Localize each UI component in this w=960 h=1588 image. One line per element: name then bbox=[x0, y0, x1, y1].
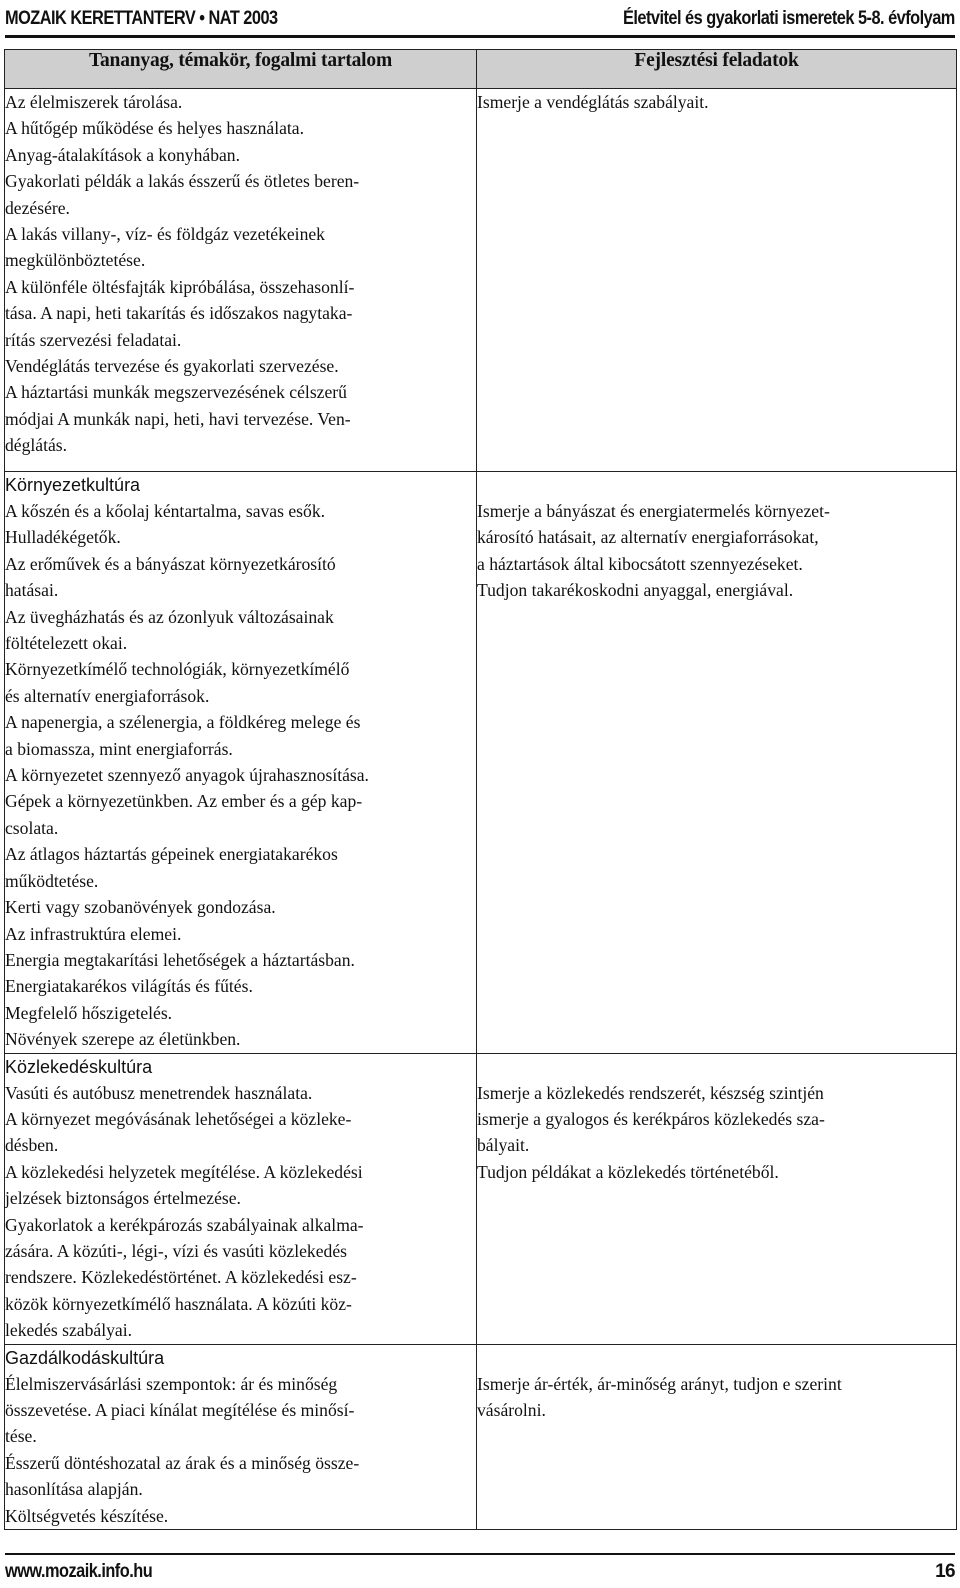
text-line: károsító hatásait, az alternatív energiaforrásokat, bbox=[477, 527, 819, 548]
text-line: Kerti vagy szobanövények gondozása. bbox=[5, 897, 276, 918]
text-line: Hulladékégetők. bbox=[5, 527, 121, 548]
text-line: Ésszerű döntéshozatal az árak és a minőség össze- bbox=[5, 1452, 360, 1473]
block2-tasks-list bbox=[477, 498, 956, 604]
text-line: módjai A munkák napi, heti, havi tervezése. Ven- bbox=[5, 408, 351, 429]
text-line: Gépek a környezetünkben. Az ember és a gép kap- bbox=[5, 791, 363, 812]
text-line: tása. A napi, heti takarítás és időszakos nagytaka- bbox=[5, 303, 353, 324]
text-line: Tudjon takarékoskodni anyaggal, energiával. bbox=[477, 580, 794, 601]
text-line: Az átlagos háztartás gépeinek energiatakarékos bbox=[5, 844, 338, 865]
table-header-row bbox=[5, 50, 957, 89]
page-number: 16 bbox=[935, 1561, 955, 1582]
table-row-block2 bbox=[5, 472, 957, 1054]
header-series-title: MOZAIK KERETTANTERV • NAT 2003 bbox=[5, 8, 278, 29]
text-line: csolata. bbox=[5, 817, 59, 838]
text-line: A lakás villany-, víz- és földgáz vezetékeinek bbox=[5, 224, 325, 245]
text-line: A közlekedési helyzetek megítélése. A közlekedési bbox=[5, 1161, 363, 1182]
text-line: Vasúti és autóbusz menetrendek használata. bbox=[5, 1082, 313, 1103]
table-row-block1 bbox=[5, 89, 957, 472]
block3-tasks-cell bbox=[477, 1053, 957, 1344]
text-line: Energia megtakarítási lehetőségek a háztartásban. bbox=[5, 949, 355, 970]
text-line: Anyag-átalakítások a konyhában. bbox=[5, 144, 240, 165]
text-line: Gyakorlatok a kerékpározás szabályainak alkalma- bbox=[5, 1214, 364, 1235]
text-line: A kőszén és a kőolaj kéntartalma, savas esők. bbox=[5, 501, 326, 521]
block3-content-cell bbox=[5, 1053, 477, 1344]
text-line: désben. bbox=[5, 1135, 59, 1156]
block4-tasks-list bbox=[477, 1371, 956, 1424]
text-line: közök környezetkímélő használata. A közúti köz- bbox=[5, 1293, 352, 1314]
text-line: Ismerje a bányászat és energiatermelés környezet- bbox=[477, 501, 830, 521]
text-line: Az infrastruktúra elemei. bbox=[5, 923, 182, 944]
curriculum-table bbox=[4, 49, 957, 1530]
text-line: Ismerje a vendéglátás szabályait. bbox=[477, 92, 709, 112]
text-line: A környezet megóvásának lehetőségei a közleke- bbox=[5, 1108, 352, 1129]
text-line: Energiatakarékos világítás és fűtés. bbox=[5, 976, 253, 997]
text-line: Tudjon példákat a közlekedés történetéből. bbox=[477, 1161, 779, 1182]
text-line: föltételezett okai. bbox=[5, 633, 128, 654]
text-line: Ismerje ár-érték, ár-minőség arányt, tudjon e szerint bbox=[477, 1373, 842, 1394]
text-line: A környezetet szennyező anyagok újrahasznosítása. bbox=[5, 765, 369, 786]
text-line: ismerje a gyalogos és kerékpáros közlekedés sza- bbox=[477, 1108, 825, 1129]
text-line: Az üvegházhatás és az ózonlyuk változásainak bbox=[5, 606, 334, 627]
text-line: A hűtőgép működése és helyes használata. bbox=[5, 118, 305, 139]
column-header-content: Tananyag, témakör, fogalmi tartalom bbox=[5, 50, 477, 89]
text-line: Környezetkímélő technológiák, környezetkímélő bbox=[5, 659, 350, 680]
section-title-economy: Gazdálkodáskultúra bbox=[5, 1347, 165, 1368]
block3-tasks-list bbox=[477, 1080, 956, 1186]
block2-content-list bbox=[5, 498, 476, 1053]
text-line: működtetése. bbox=[5, 870, 99, 891]
block3-content-list bbox=[5, 1080, 476, 1344]
column-header-tasks: Fejlesztési feladatok bbox=[477, 50, 957, 89]
text-line: Gyakorlati példák a lakás ésszerű és ötletes beren- bbox=[5, 171, 360, 192]
text-line: Élelmiszervásárlási szempontok: ár és minőség bbox=[5, 1373, 338, 1394]
header-subject-title: Életvitel és gyakorlati ismeretek 5-8. évfolyam bbox=[623, 8, 955, 29]
text-line: A napenergia, a szélenergia, a földkéreg melege és bbox=[5, 712, 361, 733]
table-row-block3 bbox=[5, 1053, 957, 1344]
block2-tasks-cell bbox=[477, 472, 957, 1054]
text-line: Az erőművek és a bányászat környezetkárosító bbox=[5, 553, 336, 574]
block1-content-cell bbox=[5, 89, 477, 472]
text-line: hasonlítása alapján. bbox=[5, 1479, 143, 1500]
text-line: összevetése. A piaci kínálat megítélése és minősí- bbox=[5, 1400, 355, 1420]
block1-tasks-cell bbox=[477, 89, 957, 472]
text-line: A háztartási munkák megszervezésének célszerű bbox=[5, 382, 347, 403]
table-row-block4 bbox=[5, 1344, 957, 1529]
page-header bbox=[5, 6, 955, 34]
text-line: a biomassza, mint energiaforrás. bbox=[5, 738, 233, 759]
text-line: déglátás. bbox=[5, 435, 68, 456]
text-line: A különféle öltésfajták kipróbálása, összehasonlí- bbox=[5, 276, 355, 297]
text-line: hatásai. bbox=[5, 580, 59, 601]
text-line: tése. bbox=[5, 1426, 37, 1447]
text-line: Megfelelő hőszigetelés. bbox=[5, 1002, 173, 1023]
text-line: rítás szervezési feladatai. bbox=[5, 329, 182, 350]
text-line: lekedés szabályai. bbox=[5, 1320, 133, 1341]
text-line: rendszere. Közlekedéstörténet. A közlekedési esz- bbox=[5, 1267, 357, 1288]
section-title-environment: Környezetkultúra bbox=[5, 475, 141, 495]
footer-website: www.mozaik.info.hu bbox=[5, 1561, 153, 1582]
text-line: bályait. bbox=[477, 1135, 530, 1156]
text-line: Költségvetés készítése. bbox=[5, 1505, 169, 1526]
footer-rule bbox=[5, 1553, 955, 1555]
block4-tasks-cell bbox=[477, 1344, 957, 1529]
text-line: megkülönböztetése. bbox=[5, 250, 146, 271]
section-title-transport: Közlekedéskultúra bbox=[5, 1056, 153, 1077]
text-line: jelzések biztonságos értelmezése. bbox=[5, 1188, 241, 1209]
block2-content-cell bbox=[5, 472, 477, 1054]
block4-content-cell bbox=[5, 1344, 477, 1529]
text-line: vásárolni. bbox=[477, 1400, 546, 1420]
text-line: a háztartások által kibocsátott szennyezéseket. bbox=[477, 553, 803, 574]
text-line: dezésére. bbox=[5, 197, 70, 218]
text-line: Az élelmiszerek tárolása. bbox=[5, 92, 183, 112]
block4-content-list bbox=[5, 1371, 476, 1529]
text-line: Vendéglátás tervezése és gyakorlati szervezése. bbox=[5, 356, 339, 377]
text-line: Ismerje a közlekedés rendszerét, készség szintjén bbox=[477, 1082, 824, 1103]
header-rule bbox=[5, 35, 955, 38]
text-line: zására. A közúti-, légi-, vízi és vasúti közlekedés bbox=[5, 1240, 347, 1261]
text-line: és alternatív energiaforrások. bbox=[5, 685, 210, 706]
text-line: Növények szerepe az életünkben. bbox=[5, 1029, 241, 1050]
